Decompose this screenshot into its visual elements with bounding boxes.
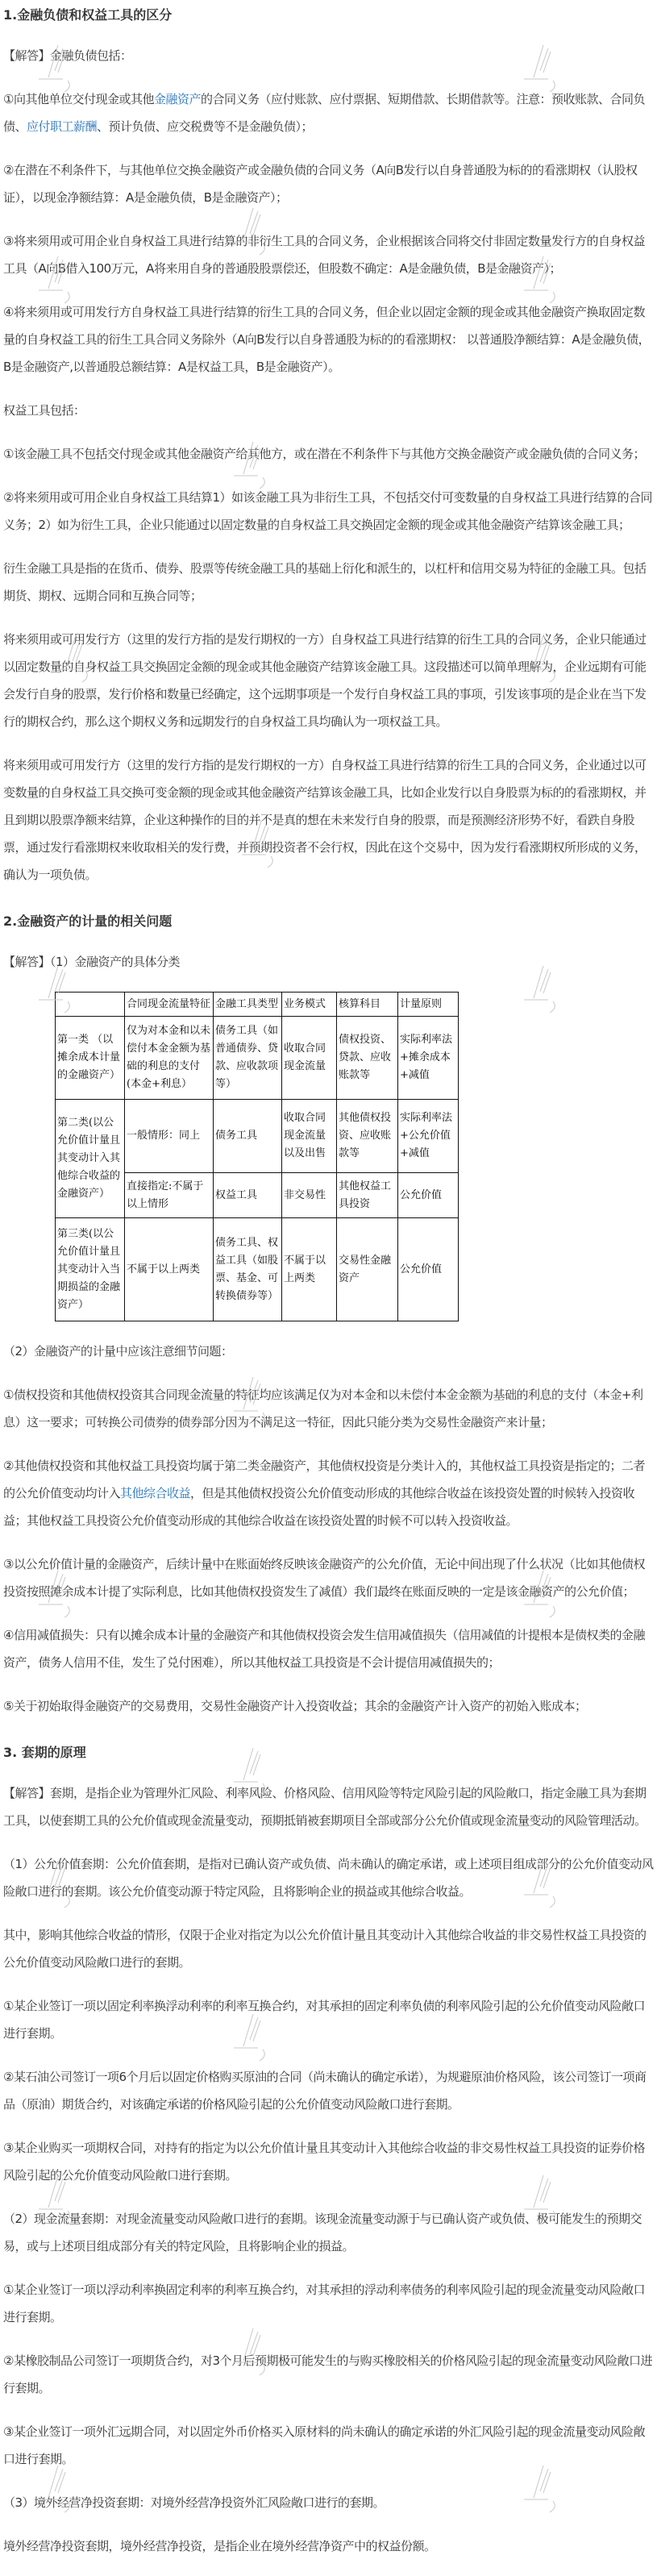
paragraph-text: 、预计负债、应交税费等不是金融负债）； — [97, 119, 314, 134]
instrument-cell: 债务工具、权益工具（如股票、基金、可转换债券等） — [214, 1218, 282, 1321]
paragraph-text: ①某企业签订一项以固定利率换浮动利率的利率互换合约，对其承担的固定利率负债的利率风险引起的公允价值变动风险敞口进行套期。 — [3, 1999, 645, 2041]
paragraph — [3, 2134, 654, 2189]
cashflow-cell: 仅为对本金和以未偿付本金金额为基础的利息的支付(本金+利息） — [125, 1017, 214, 1100]
paragraph — [3, 2347, 654, 2402]
cashflow-cell: 一般情形：同上 — [125, 1100, 214, 1173]
paragraph-text: （1）公允价值套期：公允价值套期，是指对已确认资产或负债、尚未确认的确定承诺，或上述项目组成部分的公允价值变动风险敞口进行的套期。该公允价值变动源于特定风险，且将影响企业的损益或其他综合收益。 — [3, 1857, 654, 1899]
paragraph — [3, 42, 654, 69]
section-2-body — [3, 1338, 654, 1720]
account-cell: 其他债权投资、应收账款等 — [337, 1100, 398, 1173]
model-cell: 收取合同现金流量以及出售 — [282, 1100, 337, 1173]
category-cell: 第三类(以公允价值计量且其变动计入当期损益的金融资产） — [56, 1218, 125, 1321]
cashflow-cell: 不属于以上两类 — [125, 1218, 214, 1321]
table-row — [56, 1017, 459, 1100]
account-cell: 其他权益工具投资 — [337, 1173, 398, 1218]
table-row — [56, 1218, 459, 1321]
header-cell: 合同现金流量特征 — [125, 993, 214, 1017]
cashflow-cell: 直接指定:不属于以上情形 — [125, 1173, 214, 1218]
paragraph — [3, 156, 654, 211]
paragraph — [3, 2276, 654, 2331]
paragraph — [3, 2532, 654, 2560]
paragraph — [3, 1692, 654, 1720]
category-cell: 第二类(以公允价值计量且其变动计入其他综合收益的金融资产） — [56, 1100, 125, 1218]
principle-cell: 实际利率法+摊余成本+减值 — [398, 1017, 459, 1100]
paragraph — [3, 2063, 654, 2118]
paragraph-text: ③以公允价值计量的金融资产，后续计量中在账面始终反映该金融资产的公允价值，无论中间出现了什么状况（比如其他债权投资按照摊余成本计提了实际利息，比如其他债权投资发生了减值）我们最终在账面反映的一定是该金融资产的公允价值； — [3, 1557, 645, 1599]
classification-table-wrapper — [55, 992, 458, 1321]
paragraph-text: 将来须用或可用发行方（这里的发行方指的是发行期权的一方）自身权益工具进行结算的衍生工具的合同义务，企业只能通过以固定数量的自身权益工具交换固定金额的现金或其他金融资产结算该金融工具。这段描述可以简单理解为，企业远期有可能会发行自身的股票，发行价格和数量已经确定，这个远期事项是一个发行自身权益工具的事项，引发该事项的是企业在当下发行的期权合约，那么这个期权义务和远期发行的自身权益工具均确认为一项权益工具。 — [3, 632, 647, 729]
paragraph-text: ③某企业签订一项外汇远期合同，对以固定外币价格买入原材料的尚未确认的确定承诺的外汇风险引起的现金流量变动风险敞口进行套期。 — [3, 2424, 645, 2466]
paragraph-text: （3）境外经营净投资套期：对境外经营净投资外汇风险敞口进行的套期。 — [3, 2495, 385, 2510]
paragraph-text: ②其他债权投资和其他权益工具投资均属于第二类金融资产，其他债权投资是分类计入的，其他权益工具投资是指定的；二者的公允价值变动均计入 — [3, 1459, 645, 1500]
principle-cell: 实际利率法+公允价值+减值 — [398, 1100, 459, 1173]
section-1-body — [3, 42, 654, 888]
paragraph-text: ①该金融工具不包括交付现金或其他金融资产给其他方，或在潜在不利条件下与其他方交换金融资产或金融负债的合同义务； — [3, 447, 645, 461]
section-2-intro: 【解答】（1）金融资产的具体分类 — [3, 955, 181, 969]
paragraph — [3, 1381, 654, 1436]
table-header-row — [56, 993, 459, 1017]
paragraph-text: ②某橡胶制品公司签订一项期货合约，对3个月后预期极可能发生的与购买橡胶相关的价格风险引起的现金流量变动风险敞口进行套期。 — [3, 2353, 652, 2395]
category-cell: 第一类 （以摊余成本计量的金融资产） — [56, 1017, 125, 1100]
principle-cell: 公允价值 — [398, 1218, 459, 1321]
model-cell: 收取合同现金流量 — [282, 1017, 337, 1100]
paragraph-text: ③将来须用或可用企业自身权益工具进行结算的非衍生工具的合同义务，企业根据该合同将交付非固定数量发行方的自身权益工具（A向B借入100万元，A将来用自身的普通股股票偿还，但股数不确定：A是金融负债，B是金融资产）； — [3, 234, 645, 276]
paragraph-text: ①向其他单位交付现金或其他 — [3, 92, 154, 106]
financial-asset-classification-table — [55, 992, 459, 1321]
paragraph-text: ②某石油公司签订一项6个月后以固定价格购买原油的合同（尚未确认的确定承诺），为规避原油价格风险，该公司签订一项商品（原油）期货合约，对该确定承诺的价格风险引起的公允价值变动风险敞口进行套期。 — [3, 2070, 647, 2112]
paragraph — [3, 1779, 654, 1834]
model-cell: 不属于以上两类 — [282, 1218, 337, 1321]
paragraph — [3, 2489, 654, 2516]
header-cell: 金融工具类型 — [214, 993, 282, 1017]
section-title-3: 3. 套期的原理 — [3, 1745, 86, 1760]
paragraph-text: ④信用减值损失：只有以摊余成本计量的金融资产和其他债权投资会发生信用减值损失（信用减值的计提根本是债权类的金融资产，债务人信用不佳，发生了兑付困难），所以其他权益工具投资是不会计提信用减值损失的； — [3, 1628, 645, 1670]
paragraph-text: （2）现金流量套期：对现金流量变动风险敞口进行的套期。该现金流量变动源于与已确认资产或负债、极可能发生的预期交易，或与上述项目组成部分有关的特定风险，且将影响企业的损益。 — [3, 2212, 642, 2253]
paragraph — [3, 440, 654, 468]
paragraph-text: 【解答】套期，是指企业为管理外汇风险、利率风险、价格风险、信用风险等特定风险引起的风险敞口，指定金融工具为套期工具，以使套期工具的公允价值或现金流量变动，预期抵销被套期项目全部或部分公允价值或现金流量变动的风险管理活动。 — [3, 1786, 647, 1828]
paragraph — [3, 1921, 654, 1976]
section-3-body — [3, 1779, 654, 2560]
paragraph — [3, 298, 654, 381]
paragraph-text: 将来须用或可用发行方（这里的发行方指的是发行期权的一方）自身权益工具进行结算的衍生工具的合同义务，企业通过以可变数量的自身权益工具交换可变金额的现金或其他金融资产结算该金融工具，比如企业发行以自身股票为标的的看涨期权，并且到期以股票净额来结算，企业这种操作的目的并不是真的想在未来发行自身的股票，而是预测经济形势不好，看跌自身股票，通过发行看涨期权来收取相关的发行费，并预期投资者不会行权，因此在这个交易中，因为发行看涨期权所形成的义务，确认为一项负债。 — [3, 758, 647, 882]
model-cell: 非交易性 — [282, 1173, 337, 1218]
paragraph-text: ②在潜在不利条件下，与其他单位交换金融资产或金融负债的合同义务（A向B发行以自身普通股为标的的看涨期权（认股权证），以现金净额结算：A是金融负债，B是金融资产）； — [3, 163, 638, 205]
paragraph-text: ③某企业购买一项期权合同，对持有的指定为以公允价值计量且其变动计入其他综合收益的非交易性权益工具投资的证券价格风险引起的公允价值变动风险敞口进行套期。 — [3, 2141, 645, 2183]
paragraph — [3, 484, 654, 539]
principle-cell: 公允价值 — [398, 1173, 459, 1218]
instrument-cell: 债务工具（如普通债券、贷款、应收款项等） — [214, 1017, 282, 1100]
paragraph-text: 的合同义务（应付账款、应付票据、短期借款、长期借款等。注意：预收账款、合同负债、 — [3, 92, 645, 134]
header-cell: 业务模式 — [282, 993, 337, 1017]
inline-term-link[interactable]: 其他综合收益 — [120, 1486, 191, 1500]
paragraph-text: ①债权投资和其他债权投资其合同现金流量的特征均应该满足仅为对本金和以未偿付本金金额为基础的利息的支付（本金+利息）这一要求；可转换公司债券的债券部分因为不满足这一特征，因此只能分类为交易性金融资产来计量； — [3, 1388, 643, 1429]
paragraph — [3, 1338, 654, 1365]
paragraph — [3, 1452, 654, 1534]
paragraph — [3, 2418, 654, 2473]
paragraph-text: ④将来须用或可用发行方自身权益工具进行结算的衍生工具的合同义务，但企业以固定金额的现金或其他金融资产换取固定数量的自身权益工具的衍生工具合同义务除外（A向B发行以自身普通股为标的的看涨期权： 以普通股净额结算：A是金融负债，B是金融资产,以普通股总额结算：A是权益工具，B是金融资产）。 — [3, 305, 651, 374]
paragraph — [3, 1992, 654, 2047]
paragraph — [3, 751, 654, 888]
header-cell: 计量原则 — [398, 993, 459, 1017]
instrument-cell: 权益工具 — [214, 1173, 282, 1218]
account-cell: 交易性金融资产 — [337, 1218, 398, 1321]
paragraph-text: ①某企业签订一项以浮动利率换固定利率的利率互换合约，对其承担的浮动利率债务的利率风险引起的现金流量变动风险敞口进行套期。 — [3, 2283, 645, 2324]
inline-term-link[interactable]: 应付职工薪酬 — [27, 119, 98, 134]
paragraph-text: ，但是其他债权投资公允价值变动形成的其他综合收益在该投资处置的时候转入投资收益；其他权益工具投资公允价值变动形成的其他综合收益在该投资处置的时候不可以转入投资收益。 — [3, 1486, 635, 1528]
account-cell: 债权投资、贷款、应收账款等 — [337, 1017, 398, 1100]
section-title-1: 1.金融负债和权益工具的区分 — [3, 7, 173, 23]
paragraph-text: 【解答】金融负债包括： — [3, 48, 132, 63]
paragraph — [3, 1550, 654, 1605]
paragraph — [3, 1621, 654, 1676]
paragraph-text: ⑤关于初始取得金融资产的交易费用，交易性金融资产计入投资收益；其余的金融资产计入资产的初始入账成本； — [3, 1699, 587, 1713]
table-row — [56, 1100, 459, 1173]
paragraph — [3, 555, 654, 610]
instrument-cell: 债务工具 — [214, 1100, 282, 1173]
header-cell — [56, 993, 125, 1017]
paragraph — [3, 626, 654, 735]
paragraph-text: 其中，影响其他综合收益的情形，仅限于企业对指定为以公允价值计量且其变动计入其他综合收益的非交易性权益工具投资的公允价值变动风险敞口进行的套期。 — [3, 1928, 647, 1970]
paragraph — [3, 1850, 654, 1905]
paragraph — [3, 85, 654, 140]
inline-term-link[interactable]: 金融资产 — [153, 92, 201, 106]
paragraph — [3, 2205, 654, 2260]
paragraph-text: 衍生金融工具是指的在货币、债券、股票等传统金融工具的基础上衍化和派生的，以杠杆和信用交易为特征的金融工具。包括期货、期权、远期合同和互换合同等； — [3, 561, 647, 603]
header-cell: 核算科目 — [337, 993, 398, 1017]
paragraph-text: 权益工具包括： — [3, 403, 85, 418]
paragraph — [3, 397, 654, 424]
paragraph-text: ②将来须用或可用企业自身权益工具结算1）如该金融工具为非衍生工具，不包括交付可变数量的自身权益工具进行结算的合同义务；2）如为衍生工具，企业只能通过以固定数量的自身权益工具交换固定金额的现金或其他金融资产结算该金融工具； — [3, 490, 652, 532]
paragraph — [3, 227, 654, 282]
section-title-2: 2.金融资产的计量的相关问题 — [3, 913, 173, 929]
paragraph-text: （2）金融资产的计量中应该注意细节问题： — [3, 1344, 233, 1359]
paragraph-text: 境外经营净投资套期，境外经营净投资，是指企业在境外经营净资产中的权益份额。 — [3, 2539, 436, 2553]
